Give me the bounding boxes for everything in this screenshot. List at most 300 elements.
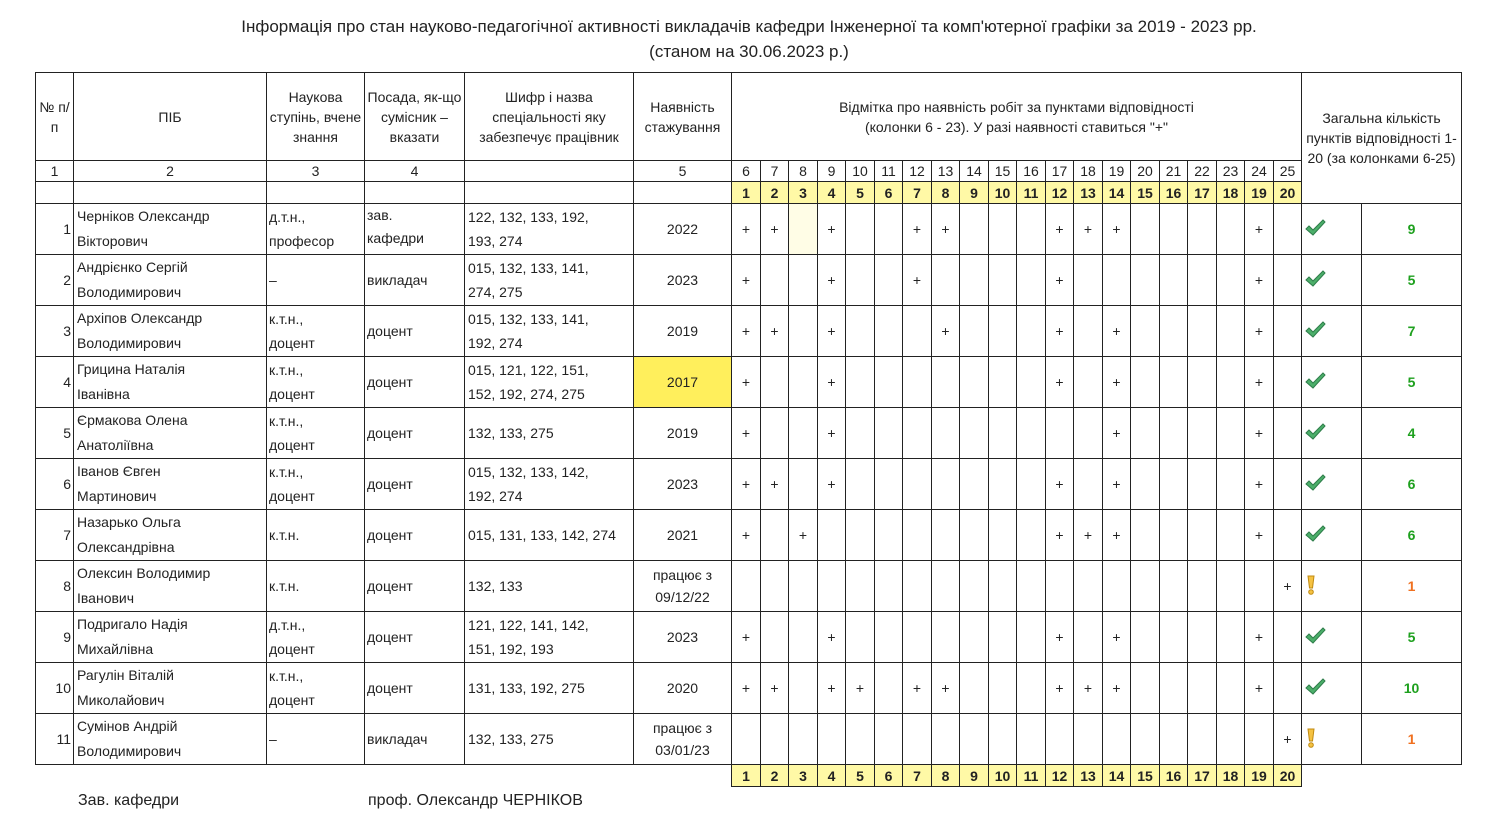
mark-cell	[846, 612, 875, 663]
footer-signer: проф. Олександр ЧЕРНІКОВ	[368, 792, 583, 809]
mark-cell: +	[1103, 357, 1131, 408]
specialty-line-1: 015, 132, 133, 141,	[468, 311, 589, 327]
specialty-line-1: 121, 122, 141, 142,	[468, 617, 589, 633]
footer-role: Зав. кафедри	[78, 792, 180, 809]
mark-cell	[846, 306, 875, 357]
column-number: 9	[818, 161, 846, 182]
mark-cell	[761, 714, 789, 765]
degree-line-2: професор	[269, 233, 335, 249]
point-number-bottom: 18	[1217, 765, 1245, 787]
point-number: 1	[732, 182, 761, 204]
specialty-line-1: 132, 133	[468, 578, 523, 594]
specialty-codes	[465, 408, 634, 459]
total-points: 1	[1362, 561, 1462, 612]
mark-cell	[1188, 408, 1217, 459]
name-line-2: Володимирович	[77, 284, 182, 300]
mark-cell: +	[1245, 306, 1274, 357]
checkmark-icon	[1304, 218, 1326, 238]
point-number-bottom: 19	[1245, 765, 1274, 787]
internship-year: 2023	[634, 459, 732, 510]
mark-cell	[789, 357, 818, 408]
blank-cell	[267, 182, 365, 204]
mark-cell	[761, 357, 789, 408]
mark-cell	[1017, 255, 1046, 306]
mark-cell	[960, 561, 989, 612]
position-line-1: доцент	[367, 679, 413, 696]
mark-cell: +	[732, 255, 761, 306]
row-number: 7	[36, 510, 74, 561]
mark-cell	[960, 459, 989, 510]
mark-cell	[789, 714, 818, 765]
table-row	[36, 510, 1462, 561]
mark-cell	[1160, 612, 1188, 663]
mark-cell	[1274, 612, 1302, 663]
position-line-1: доцент	[367, 373, 413, 390]
position-line-1: зав.	[367, 207, 393, 223]
mark-cell	[1131, 561, 1160, 612]
academic-degree	[267, 714, 365, 765]
mark-cell	[1131, 204, 1160, 255]
mark-cell: +	[846, 663, 875, 714]
name-line-2: Михайлівна	[77, 641, 154, 657]
degree-line-2: доцент	[269, 437, 315, 453]
total-points: 9	[1362, 204, 1462, 255]
degree-line-2: доцент	[269, 641, 315, 657]
mark-cell	[846, 357, 875, 408]
mark-cell	[903, 714, 932, 765]
point-number: 3	[789, 182, 818, 204]
mark-cell	[1274, 306, 1302, 357]
mark-cell: +	[1046, 255, 1074, 306]
specialty-line-1: 132, 133, 275	[468, 731, 554, 747]
checkmark-icon	[1304, 473, 1326, 493]
mark-cell	[1017, 408, 1046, 459]
point-number: 17	[1188, 182, 1217, 204]
mark-cell	[1160, 408, 1188, 459]
mark-cell	[789, 612, 818, 663]
position-line-1: доцент	[367, 475, 413, 492]
person-name[interactable]	[74, 255, 267, 306]
mark-cell	[903, 408, 932, 459]
specialty-line-1: 132, 133, 275	[468, 425, 554, 441]
mark-cell	[1046, 714, 1074, 765]
mark-cell	[1188, 714, 1217, 765]
header-marks-line-1: Відмітка про наявність робіт за пунктами відповідності	[839, 98, 1194, 115]
mark-cell	[1074, 459, 1103, 510]
mark-cell	[960, 510, 989, 561]
mark-cell: +	[818, 357, 846, 408]
degree-line-2: доцент	[269, 335, 315, 351]
mark-cell	[1217, 612, 1245, 663]
mark-cell	[1131, 663, 1160, 714]
table-row	[36, 561, 1462, 612]
mark-cell	[875, 306, 903, 357]
table-row	[36, 357, 1462, 408]
column-number: 6	[732, 161, 761, 182]
internship-year: 2023	[634, 255, 732, 306]
academic-degree	[267, 357, 365, 408]
mark-cell: +	[818, 663, 846, 714]
mark-cell	[846, 408, 875, 459]
status-icon-cell	[1302, 663, 1362, 714]
mark-cell	[846, 510, 875, 561]
point-number-bottom: 15	[1131, 765, 1160, 787]
person-name[interactable]	[74, 612, 267, 663]
mark-cell	[1160, 663, 1188, 714]
mark-cell	[989, 663, 1017, 714]
status-icon-cell	[1302, 306, 1362, 357]
blank-cell	[36, 182, 74, 204]
header-num: № п/п	[36, 73, 74, 161]
mark-cell	[789, 561, 818, 612]
internship-year: 2019	[634, 306, 732, 357]
mark-cell	[1074, 408, 1103, 459]
column-number: 10	[846, 161, 875, 182]
mark-cell	[875, 714, 903, 765]
mark-cell: +	[732, 306, 761, 357]
mark-cell: +	[1046, 459, 1074, 510]
mark-cell: +	[1245, 255, 1274, 306]
mark-cell	[818, 561, 846, 612]
column-number: 21	[1160, 161, 1188, 182]
degree-line-1: д.т.н.,	[269, 209, 306, 225]
point-number: 20	[1274, 182, 1302, 204]
mark-cell: +	[1245, 204, 1274, 255]
mark-cell	[932, 408, 960, 459]
mark-cell: +	[1245, 357, 1274, 408]
person-name[interactable]	[74, 714, 267, 765]
internship-year: 2019	[634, 408, 732, 459]
degree-line-2: доцент	[269, 386, 315, 402]
academic-degree	[267, 408, 365, 459]
mark-cell	[1188, 510, 1217, 561]
point-number: 13	[1074, 182, 1103, 204]
specialty-codes	[465, 714, 634, 765]
degree-line-1: к.т.н.,	[269, 413, 304, 429]
mark-cell	[1103, 561, 1131, 612]
point-number-bottom: 14	[1103, 765, 1131, 787]
mark-cell	[960, 357, 989, 408]
mark-cell: +	[818, 255, 846, 306]
degree-line-1: д.т.н.,	[269, 617, 306, 633]
mark-cell	[1188, 255, 1217, 306]
mark-cell: +	[1245, 663, 1274, 714]
specialty-line-2: 193, 274	[468, 233, 523, 249]
mark-cell	[1274, 459, 1302, 510]
total-points: 5	[1362, 357, 1462, 408]
position	[365, 663, 465, 714]
mark-cell: +	[732, 510, 761, 561]
activity-table	[35, 72, 1462, 787]
mark-cell	[960, 204, 989, 255]
point-number-bottom: 20	[1274, 765, 1302, 787]
mark-cell	[875, 459, 903, 510]
mark-cell	[1160, 204, 1188, 255]
name-line-2: Вікторович	[77, 233, 148, 249]
name-line-1: Архіпов Олександр	[77, 310, 203, 326]
mark-cell	[1160, 357, 1188, 408]
column-number: 3	[267, 161, 365, 182]
blank-cell	[465, 182, 634, 204]
mark-cell	[789, 663, 818, 714]
header-marks	[732, 73, 1302, 161]
column-number: 19	[1103, 161, 1131, 182]
name-line-2: Володимирович	[77, 335, 182, 351]
status-icon-cell	[1302, 204, 1362, 255]
degree-line-1: к.т.н.,	[269, 362, 304, 378]
point-number: 19	[1245, 182, 1274, 204]
row-number: 2	[36, 255, 74, 306]
mark-cell	[1017, 561, 1046, 612]
mark-cell	[960, 306, 989, 357]
mark-cell: +	[1046, 510, 1074, 561]
header-specialty: Шифр і назва спеціальності яку забезпечує працівник	[465, 73, 634, 161]
name-line-2: Мартинович	[77, 488, 157, 504]
mark-cell	[761, 255, 789, 306]
name-line-2: Володимирович	[77, 743, 182, 759]
mark-cell	[1074, 357, 1103, 408]
column-number: 1	[36, 161, 74, 182]
degree-line-1: к.т.н.,	[269, 668, 304, 684]
mark-cell	[789, 255, 818, 306]
mark-cell: +	[732, 408, 761, 459]
mark-cell	[1160, 306, 1188, 357]
internship-year: 2023	[634, 612, 732, 663]
mark-cell	[1160, 510, 1188, 561]
name-line-2: Олександрівна	[77, 539, 175, 555]
mark-cell	[846, 255, 875, 306]
name-line-2: Миколайович	[77, 692, 165, 708]
table-row	[36, 459, 1462, 510]
mark-cell: +	[761, 306, 789, 357]
point-number-bottom: 8	[932, 765, 960, 787]
mark-cell: +	[1274, 714, 1302, 765]
name-line-2: Анатоліївна	[77, 437, 154, 453]
mark-cell: +	[818, 306, 846, 357]
row-number: 8	[36, 561, 74, 612]
checkmark-icon	[1304, 524, 1326, 544]
point-number: 8	[932, 182, 960, 204]
point-number: 6	[875, 182, 903, 204]
mark-cell	[1131, 459, 1160, 510]
status-icon-cell	[1302, 255, 1362, 306]
mark-cell	[761, 408, 789, 459]
specialty-codes	[465, 255, 634, 306]
mark-cell: +	[903, 255, 932, 306]
total-points: 6	[1362, 510, 1462, 561]
mark-cell: +	[903, 663, 932, 714]
mark-cell	[875, 663, 903, 714]
mark-cell	[1217, 561, 1245, 612]
mark-cell	[989, 357, 1017, 408]
point-number: 16	[1160, 182, 1188, 204]
checkmark-icon	[1304, 371, 1326, 391]
mark-cell	[1217, 306, 1245, 357]
academic-degree	[267, 255, 365, 306]
point-number: 2	[761, 182, 789, 204]
specialty-codes	[465, 663, 634, 714]
mark-cell: +	[1245, 612, 1274, 663]
mark-cell	[960, 714, 989, 765]
point-number-bottom: 2	[761, 765, 789, 787]
person-name[interactable]	[74, 408, 267, 459]
point-number-bottom: 1	[732, 765, 761, 787]
mark-cell	[1017, 306, 1046, 357]
mark-cell	[989, 306, 1017, 357]
mark-cell: +	[761, 459, 789, 510]
mark-cell: +	[818, 408, 846, 459]
column-number: 23	[1217, 161, 1245, 182]
row-number: 6	[36, 459, 74, 510]
internship-year: працює з 09/12/22	[634, 561, 732, 612]
column-number: 13	[932, 161, 960, 182]
mark-cell: +	[732, 459, 761, 510]
mark-cell	[1160, 255, 1188, 306]
mark-cell	[846, 459, 875, 510]
row-number: 3	[36, 306, 74, 357]
mark-cell	[903, 561, 932, 612]
mark-cell	[903, 459, 932, 510]
specialty-codes	[465, 306, 634, 357]
mark-cell	[1217, 204, 1245, 255]
blank-cell	[74, 182, 267, 204]
mark-cell: +	[1245, 408, 1274, 459]
checkmark-icon	[1304, 269, 1326, 289]
mark-cell	[1188, 204, 1217, 255]
row-number: 4	[36, 357, 74, 408]
person-name[interactable]	[74, 561, 267, 612]
header-total: Загальна кількість пунктів відповідності 1-20 (за колонками 6-25)	[1302, 73, 1462, 204]
mark-cell	[875, 510, 903, 561]
mark-cell: +	[1245, 510, 1274, 561]
person-name[interactable]	[74, 357, 267, 408]
mark-cell	[1017, 204, 1046, 255]
mark-cell	[1103, 255, 1131, 306]
specialty-line-1: 015, 132, 133, 141,	[468, 260, 589, 276]
mark-cell	[761, 612, 789, 663]
specialty-codes	[465, 204, 634, 255]
point-number-bottom: 4	[818, 765, 846, 787]
mark-cell	[1245, 561, 1274, 612]
mark-cell	[989, 612, 1017, 663]
mark-cell	[875, 357, 903, 408]
mark-cell	[903, 612, 932, 663]
mark-cell	[875, 204, 903, 255]
mark-cell	[932, 561, 960, 612]
row-number: 5	[36, 408, 74, 459]
mark-cell	[1074, 561, 1103, 612]
name-line-1: Грицина Наталія	[77, 361, 186, 377]
mark-cell	[903, 357, 932, 408]
total-points: 10	[1362, 663, 1462, 714]
mark-cell: +	[818, 459, 846, 510]
mark-cell	[875, 255, 903, 306]
mark-cell: +	[932, 663, 960, 714]
person-name[interactable]	[74, 459, 267, 510]
person-name[interactable]	[74, 510, 267, 561]
mark-cell	[1074, 612, 1103, 663]
checkmark-icon	[1304, 422, 1326, 442]
name-line-1: Рагулін Віталій	[77, 667, 174, 683]
table-row	[36, 408, 1462, 459]
column-number: 14	[960, 161, 989, 182]
specialty-codes	[465, 612, 634, 663]
blank-cell	[365, 182, 465, 204]
point-number: 9	[960, 182, 989, 204]
mark-cell: +	[1046, 357, 1074, 408]
mark-cell	[846, 561, 875, 612]
mark-cell: +	[903, 204, 932, 255]
person-name[interactable]	[74, 306, 267, 357]
table-row	[36, 204, 1462, 255]
mark-cell	[1017, 663, 1046, 714]
mark-cell: +	[732, 357, 761, 408]
mark-cell	[1017, 510, 1046, 561]
position-line-2: кафедри	[367, 230, 424, 246]
point-number-bottom: 17	[1188, 765, 1217, 787]
specialty-line-1: 122, 132, 133, 192,	[468, 209, 589, 225]
table-row	[36, 612, 1462, 663]
row-number: 10	[36, 663, 74, 714]
mark-cell	[789, 459, 818, 510]
person-name[interactable]	[74, 663, 267, 714]
point-number: 10	[989, 182, 1017, 204]
mark-cell	[875, 408, 903, 459]
internship-year: 2017	[634, 357, 732, 408]
position	[365, 459, 465, 510]
mark-cell	[960, 408, 989, 459]
column-number: 24	[1245, 161, 1274, 182]
specialty-line-2: 192, 274	[468, 488, 523, 504]
position	[365, 357, 465, 408]
person-name[interactable]	[74, 204, 267, 255]
point-number: 4	[818, 182, 846, 204]
checkmark-icon	[1304, 320, 1326, 340]
position	[365, 255, 465, 306]
academic-degree	[267, 459, 365, 510]
mark-cell	[1188, 663, 1217, 714]
degree-line-2: доцент	[269, 692, 315, 708]
mark-cell: +	[932, 204, 960, 255]
checkmark-icon	[1304, 677, 1326, 697]
point-number-bottom: 5	[846, 765, 875, 787]
mark-cell	[1131, 714, 1160, 765]
mark-cell: +	[732, 663, 761, 714]
mark-cell	[1217, 663, 1245, 714]
mark-cell	[932, 459, 960, 510]
status-icon-cell	[1302, 714, 1362, 765]
header-name: ПІБ	[74, 73, 267, 161]
column-number: 2	[74, 161, 267, 182]
mark-cell	[989, 714, 1017, 765]
mark-cell	[989, 561, 1017, 612]
academic-degree	[267, 204, 365, 255]
position-line-1: доцент	[367, 628, 413, 645]
header-marks-line-2: (колонки 6 - 23). У разі наявності ставиться "+"	[864, 118, 1169, 135]
column-number: 16	[1017, 161, 1046, 182]
degree-line-1: –	[269, 272, 277, 288]
mark-cell	[1274, 510, 1302, 561]
mark-cell	[932, 714, 960, 765]
mark-cell	[761, 561, 789, 612]
position	[365, 408, 465, 459]
mark-cell: +	[1046, 204, 1074, 255]
status-icon-cell	[1302, 357, 1362, 408]
position	[365, 510, 465, 561]
column-number	[465, 161, 634, 182]
status-icon-cell	[1302, 561, 1362, 612]
column-number: 11	[875, 161, 903, 182]
